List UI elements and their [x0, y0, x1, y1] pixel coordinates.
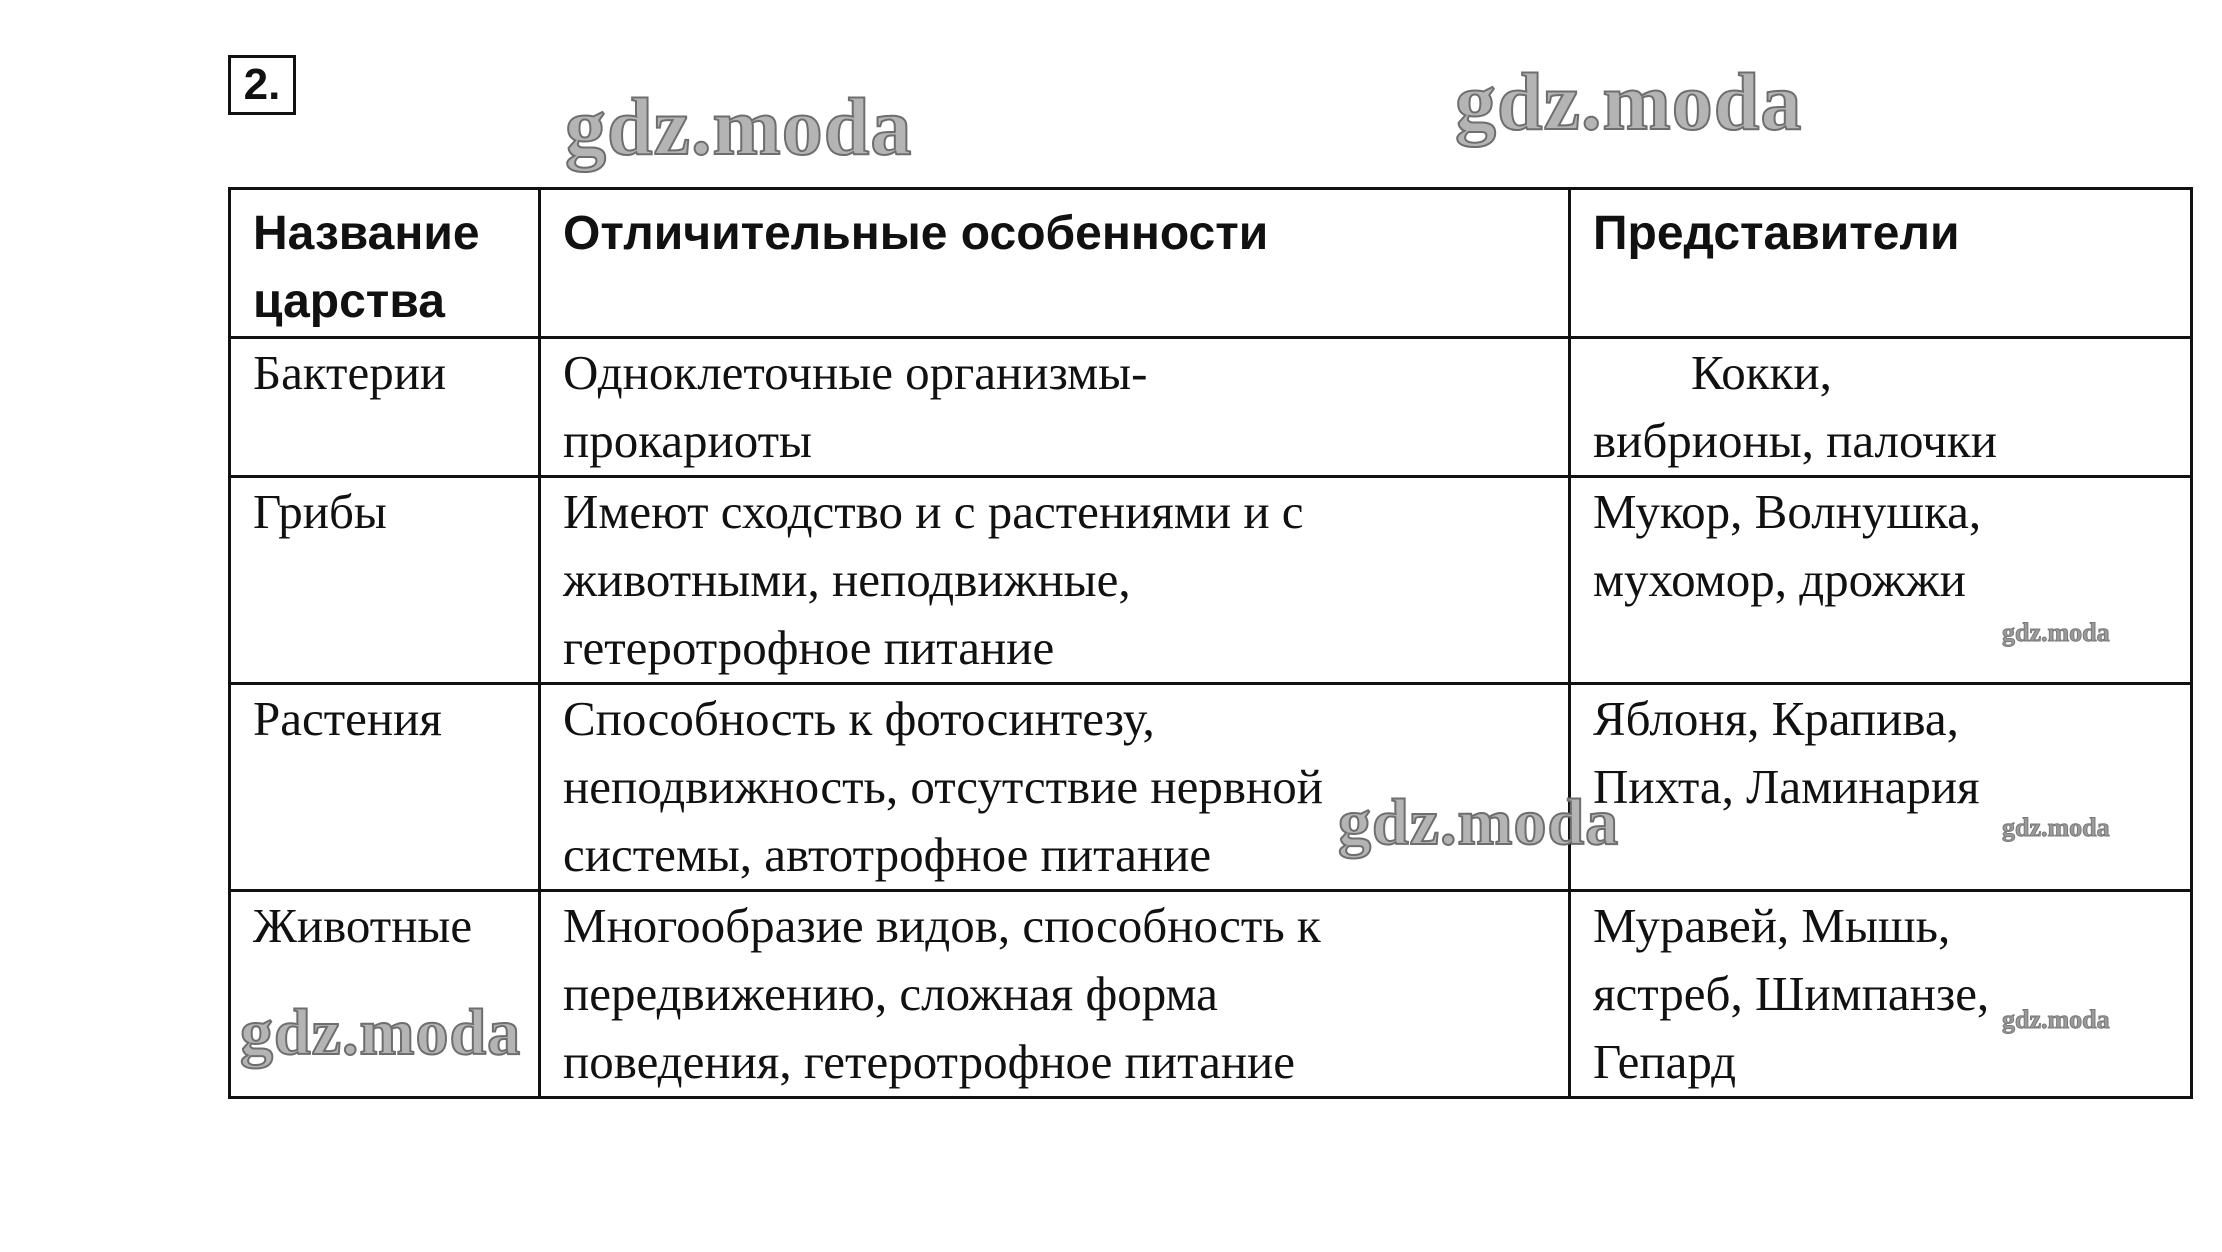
kingdom-representatives	[1570, 477, 2192, 684]
table-row	[230, 477, 2192, 684]
kingdom-representatives	[1570, 338, 2192, 477]
kingdom-name	[230, 338, 540, 477]
kingdom-representatives-text: Мукор, Волнушка, мухомор, дрожжи	[1593, 484, 1982, 607]
kingdoms-table	[228, 187, 2193, 1099]
kingdom-representatives	[1570, 891, 2192, 1098]
kingdom-features	[540, 477, 1570, 684]
kingdom-representatives-text: Яблоня, Крапива, Пихта, Ламинария	[1593, 691, 1980, 814]
kingdom-name-text: Растения	[253, 691, 442, 746]
kingdom-name	[230, 477, 540, 684]
kingdom-representatives	[1570, 684, 2192, 891]
header-representatives: Представители	[1570, 189, 2192, 338]
kingdom-features-text: Многообразие видов, способность к передвижению, сложная форма поведения, гетеротрофное питание	[563, 898, 1321, 1089]
table-header-row	[230, 189, 2192, 338]
table-row	[230, 684, 2192, 891]
kingdom-features	[540, 891, 1570, 1098]
kingdom-name-text: Грибы	[253, 484, 387, 539]
kingdom-representatives-text: Муравей, Мышь, ястреб, Шимпанзе, Гепард	[1593, 898, 1990, 1089]
kingdom-name	[230, 684, 540, 891]
kingdom-features-text: Способность к фотосинтезу, неподвижность, отсутствие нервной системы, автотрофное питание	[563, 691, 1323, 882]
table-row	[230, 891, 2192, 1098]
watermark: gdz.moda	[1338, 786, 1620, 859]
watermark: gdz.moda	[2002, 618, 2110, 647]
watermark: gdz.moda	[565, 81, 913, 172]
kingdom-features-text: Одноклеточные организмы- прокариоты	[563, 345, 1148, 468]
kingdom-name-text: Животные	[253, 898, 473, 953]
task-number: 2.	[228, 55, 296, 115]
header-features: Отличительные особенности	[540, 189, 1570, 338]
watermark: gdz.moda	[2002, 1005, 2110, 1034]
header-kingdom-name: Название царства	[230, 189, 540, 338]
watermark: gdz.moda	[240, 996, 522, 1069]
table-row	[230, 338, 2192, 477]
kingdom-features-text: Имеют сходство и с растениями и с животными, неподвижные, гетеротрофное питание	[563, 484, 1304, 675]
watermark: gdz.moda	[1455, 56, 1803, 147]
kingdom-features	[540, 338, 1570, 477]
watermark: gdz.moda	[2002, 813, 2110, 842]
kingdom-name-text: Бактерии	[253, 345, 447, 400]
kingdom-representatives-text: Кокки, вибрионы, палочки	[1593, 345, 1997, 468]
